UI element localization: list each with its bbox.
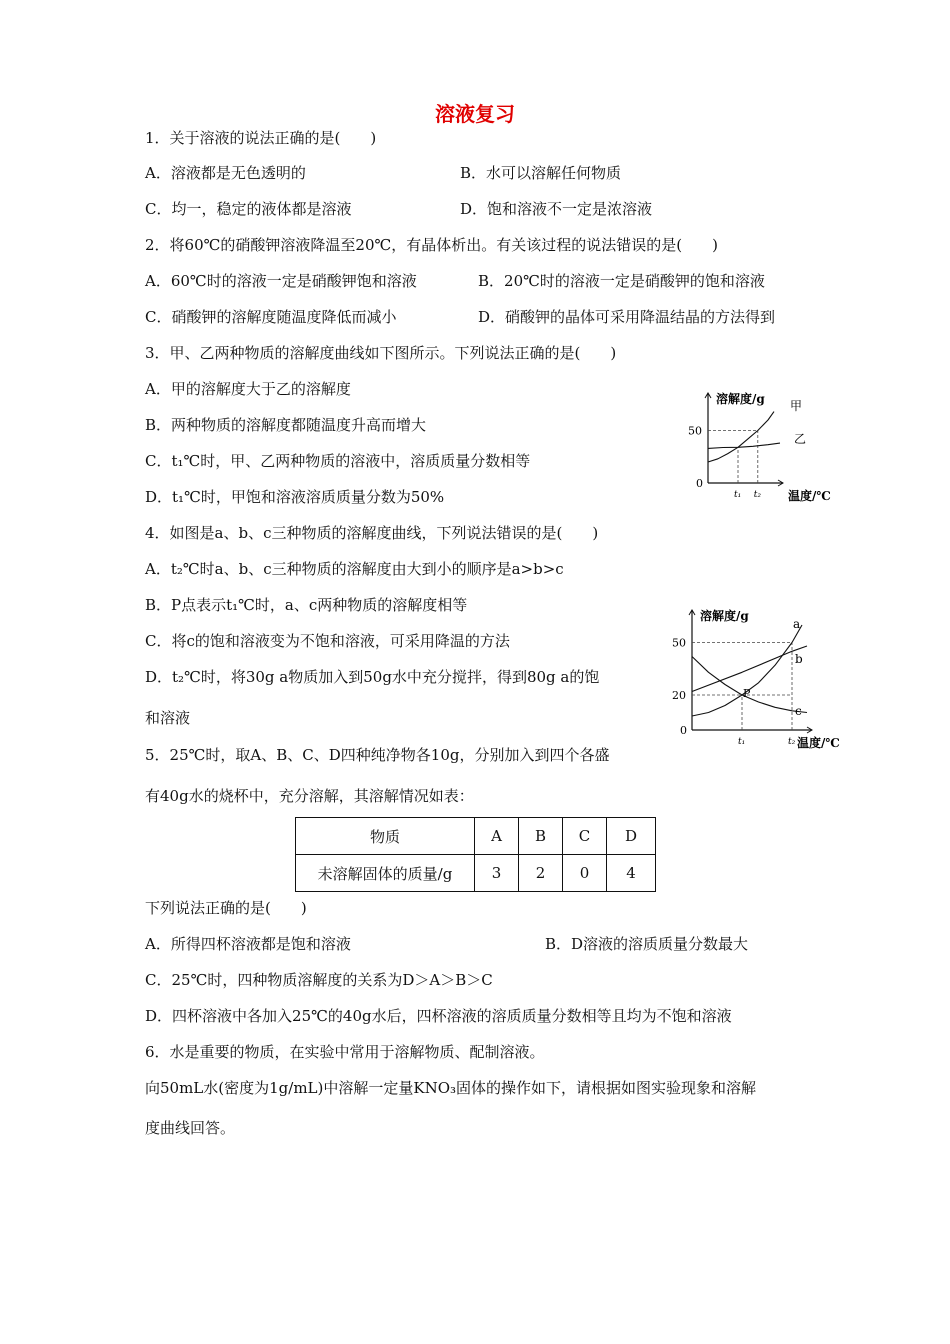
y-axis-label: 溶解度/g [716,392,765,406]
q2-option-b: B．20℃时的溶液一定是硝酸钾的饱和溶液 [478,272,765,290]
q5-stem-2: 有40g水的烧杯中，充分溶解，其溶解情况如表： [145,787,474,805]
q1-option-d: D．饱和溶液不一定是浓溶液 [460,200,653,218]
q6-text-1: 向50mL水(密度为1g/mL)中溶解一定量KNO₃固体的操作如下，请根据如图实验现象和溶解 [145,1079,757,1097]
q5-option-c: C．25℃时，四种物质溶解度的关系为D＞A＞B＞C [145,971,493,989]
table-cell: 3 [475,855,519,892]
x-axis-label: 温度/℃ [788,489,831,503]
q2-stem: 2．将60℃的硝酸钾溶液降温至20℃，有晶体析出。有关该过程的说法错误的是( ) [145,236,718,254]
x-tick-label: t₁ [734,490,742,500]
series-label-a: a [793,617,801,631]
table-cell: B [519,818,563,855]
table-cell: D [607,818,656,855]
q5-stem-1: 5．25℃时，取A、B、C、D四种纯净物各10g，分别加入到四个各盛 [145,746,610,764]
x-tick-label: t₂ [788,737,796,747]
q6-stem: 6．水是重要的物质，在实验中常用于溶解物质、配制溶液。 [145,1043,545,1061]
x-axis-label: 温度/℃ [797,736,840,750]
table-row [296,855,656,892]
series-line-b [692,646,807,692]
q5-option-d: D．四杯溶液中各加入25℃的40g水后，四杯溶液的溶质质量分数相等且均为不饱和溶液 [145,1007,732,1025]
y-axis-label: 溶解度/g [700,609,749,623]
series-label-c: c [795,704,802,718]
series-label-b: b [795,652,803,666]
point-p-label: P [743,687,751,700]
q3-option-c: C．t₁℃时，甲、乙两种物质的溶液中，溶质质量分数相等 [145,452,531,470]
series-label-乙: 乙 [794,432,807,446]
q5-option-b: B．D溶液的溶质质量分数最大 [545,935,749,953]
q4-option-d-cont: 和溶液 [145,709,191,727]
x-tick-label: t₁ [738,737,746,747]
table-cell: 4 [607,855,656,892]
q1-stem: 1．关于溶液的说法正确的是( ) [145,129,377,147]
table-cell: 2 [519,855,563,892]
q1-option-c: C．均一，稳定的液体都是溶液 [145,200,352,218]
q2-option-a: A．60℃时的溶液一定是硝酸钾饱和溶液 [145,272,417,290]
series-line-乙 [708,443,780,448]
table-cell: 未溶解固体的质量/g [296,855,475,892]
q1-option-b: B．水可以溶解任何物质 [460,164,622,182]
series-line-甲 [708,412,774,462]
q5-question: 下列说法正确的是( ) [145,899,307,917]
q2-option-d: D．硝酸钾的晶体可采用降温结晶的方法得到 [478,308,776,326]
q4-stem: 4．如图是a、b、c三种物质的溶解度曲线，下列说法错误的是( ) [145,524,599,542]
q3-option-a: A．甲的溶解度大于乙的溶解度 [145,380,351,398]
page-title: 溶液复习 [435,102,515,126]
table-cell: 0 [563,855,607,892]
y-tick-label: 50 [672,636,686,650]
solubility-chart-2 [672,600,855,755]
table-row [296,818,656,855]
solubility-chart-1 [690,385,850,510]
q6-text-2: 度曲线回答。 [145,1119,236,1137]
q1-option-a: A．溶液都是无色透明的 [145,164,306,182]
q4-option-d: D．t₂℃时，将30g a物质加入到50g水中充分搅拌，得到80g a的饱 [145,668,600,686]
series-label-甲: 甲 [790,399,803,413]
table-cell: A [475,818,519,855]
q4-option-b: B．P点表示t₁℃时，a、c两种物质的溶解度相等 [145,596,468,614]
y-tick-label: 50 [688,424,702,438]
q3-stem: 3．甲、乙两种物质的溶解度曲线如下图所示。下列说法正确的是( ) [145,344,617,362]
q3-option-d: D．t₁℃时，甲饱和溶液溶质质量分数为50% [145,488,445,506]
origin-label: 0 [680,724,687,737]
q4-option-c: C．将c的饱和溶液变为不饱和溶液，可采用降温的方法 [145,632,510,650]
q4-option-a: A．t₂℃时a、b、c三种物质的溶解度由大到小的顺序是a>b>c [145,560,564,578]
table-cell: C [563,818,607,855]
x-tick-label: t₂ [753,490,762,500]
q3-option-b: B．两种物质的溶解度都随温度升高而增大 [145,416,427,434]
q5-option-a: A．所得四杯溶液都是饱和溶液 [145,935,351,953]
origin-label: 0 [696,477,703,490]
q2-option-c: C．硝酸钾的溶解度随温度降低而减小 [145,308,397,326]
solubility-table [295,817,656,892]
y-tick-label: 20 [672,689,686,702]
table-cell: 物质 [296,818,475,855]
